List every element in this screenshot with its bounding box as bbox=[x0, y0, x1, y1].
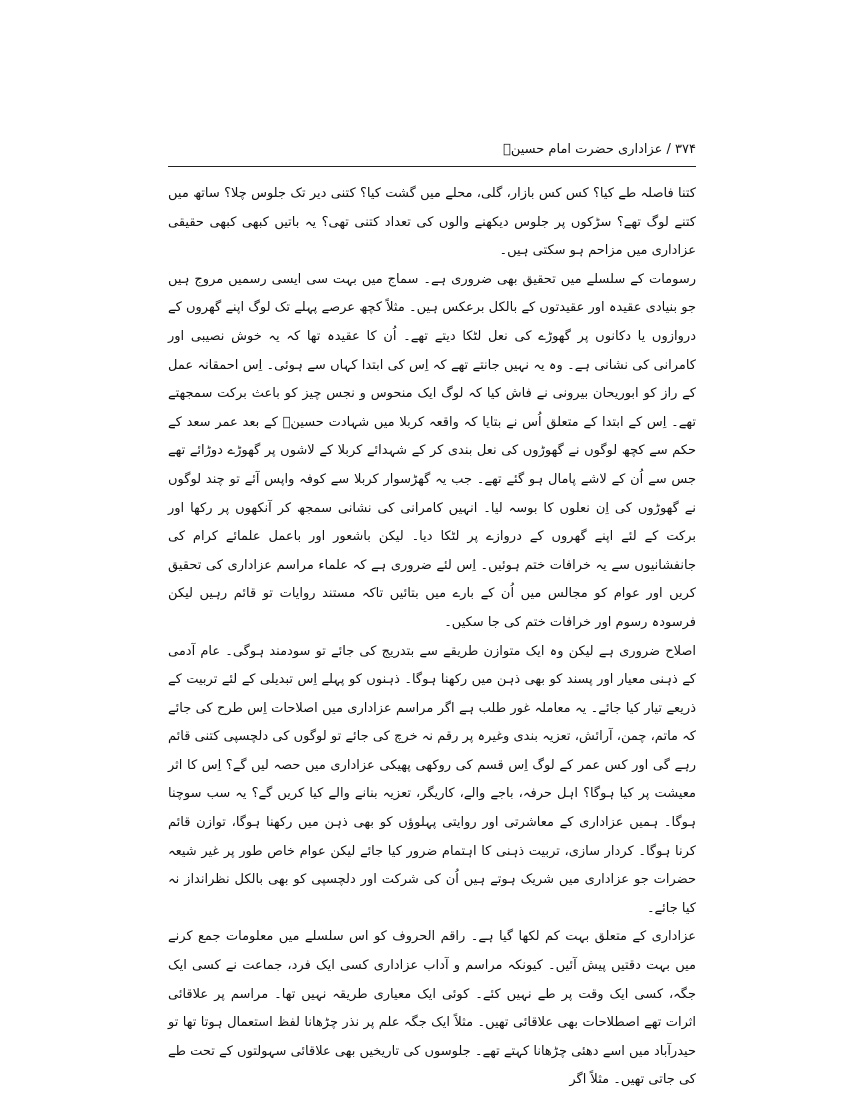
paragraph: رسومات کے سلسلے میں تحقیق بھی ضروری ہے۔ سماج میں بہت سی ایسی رسمیں مروج ہیں جو بنیادی عقیدہ اور عقیدتوں کے بالکل برعکس ہیں۔ مثلاً کچھ عرصے پہلے تک لوگ اپنے گھروں کے دروازوں یا دکانوں پر گھوڑے کی نعل لٹکا دیتے تھے۔ اُن کا عقیدہ تھا کہ یہ خوش نصیبی اور کامرانی کی نشانی ہے۔ وہ یہ نہیں جانتے تھے کہ اِس کی ابتدا کہاں سے ہوئی۔ اِس احمقانہ عمل کے راز کو ابوریحان بیرونی نے فاش کیا کہ لوگ ایک منحوس و نجس چیز کو باعث برکت سمجھتے تھے۔ اِس کے ابتدا کے متعلق اُس نے بتایا کہ واقعہ کربلا میں شہادت حسینؑ کے بعد عمر سعد کے حکم سے کچھ لوگوں نے گھوڑوں کی نعل بندی کر کے شہدائے کربلا کے لاشوں پر گھوڑے دوڑائے تھے جس سے اُن کے لاشے پامال ہو گئے تھے۔ جب یہ گھڑسوار کربلا سے کوفہ واپس آئے تو چند لوگوں نے گھوڑوں کی اِن نعلوں کا بوسہ لیا۔ انہیں کامرانی کی نشانی سمجھ کر آنکھوں پر رکھا اور برکت کے لئے اپنے گھروں کے دروازے پر لٹکا دیا۔ لیکن باشعور اور باعمل علمائے کرام کی جانفشانیوں سے یہ خرافات ختم ہوئیں۔ اِس لئے ضروری ہے کہ علماء مراسم عزاداری کی تحقیق کریں اور عوام کو مجالس میں اُن کے بارے میں بتائیں تاکہ مستند روایات تو قائم رہیں لیکن فرسودہ رسوم اور خرافات ختم کی جا سکیں۔ bbox=[168, 271, 696, 630]
paragraph: عزاداری کے متعلق بہت کم لکھا گیا ہے۔ راقم الحروف کو اس سلسلے میں معلومات جمع کرنے میں بہت دقتیں پیش آئیں۔ کیونکہ مراسم و آداب عزاداری کسی ایک فرد، جماعت نے کسی ایک جگہ، کسی ایک وقت پر طے نہیں کئے۔ کوئی ایک معیاری طریقہ نہیں تھا۔ مراسم پر علاقائی اثرات تھے اصطلاحات بھی علاقائی تھیں۔ مثلاً ایک جگہ علم پر نذر چڑھانا لفظ استعمال ہوتا تھا تو حیدرآباد میں اسے دھئی چڑھانا کہتے تھے۔ جلوسوں کی تاریخیں بھی علاقائی سہولتوں کے تحت طے کی جاتی تھیں۔ مثلاً اگر bbox=[168, 929, 696, 1088]
running-header: ۳۷۴ / عزاداری حضرت امام حسینؑ bbox=[503, 142, 696, 157]
header-rule bbox=[168, 166, 696, 167]
body-text bbox=[168, 180, 696, 1095]
paragraph: کتنا فاصلہ طے کیا؟ کس کس بازار، گلی، محلے میں گشت کیا؟ کتنی دیر تک جلوس چلا؟ ساتھ میں کتنے لوگ تھے؟ سڑکوں پر جلوس دیکھنے والوں کی تعداد کتنی تھی؟ یہ باتیں کبھی کبھی حقیقی عزاداری میں مزاحم ہو سکتی ہیں۔ bbox=[168, 186, 696, 259]
paragraph: اصلاح ضروری ہے لیکن وہ ایک متوازن طریقے سے بتدریج کی جائے تو سودمند ہوگی۔ عام آدمی کے ذہنی معیار اور پسند کو بھی ذہن میں رکھنا ہوگا۔ ذہنوں کو پہلے اِس تبدیلی کے لئے تربیت کے ذریعے تیار کیا جائے۔ یہ معاملہ غور طلب ہے اگر مراسم عزاداری میں اصلاحات اِس طرح کی جائے کہ ماتم، چمن، آرائش، تعزیہ بندی وغیرہ پر رقم نہ خرچ کی جائے تو لوگوں کی دلچسپی کتنی قائم رہے گی اور کس عمر کے لوگ اِس قسم کی روکھی پھیکی عزاداری میں حصہ لیں گے؟ اِس کا اثر معیشت پر کیا ہوگا؟ اہل حرفہ، باجے والے، کاریگر، تعزیہ بنانے والے کیا کریں گے؟ یہ سب سوچنا ہوگا۔ ہمیں عزاداری کے معاشرتی اور روایتی پہلوؤں کو بھی ذہن میں رکھنا ہوگا، توازن قائم کرنا ہوگا۔ کردار سازی، تربیت ذہنی کا اہتمام ضرور کیا جائے لیکن عوام خاص طور پر غیر شیعہ حضرات جو عزاداری میں شریک ہوتے ہیں اُن کی شرکت اور دلچسپی کو بھی بالکل نظرانداز نہ کیا جائے۔ bbox=[168, 643, 696, 916]
